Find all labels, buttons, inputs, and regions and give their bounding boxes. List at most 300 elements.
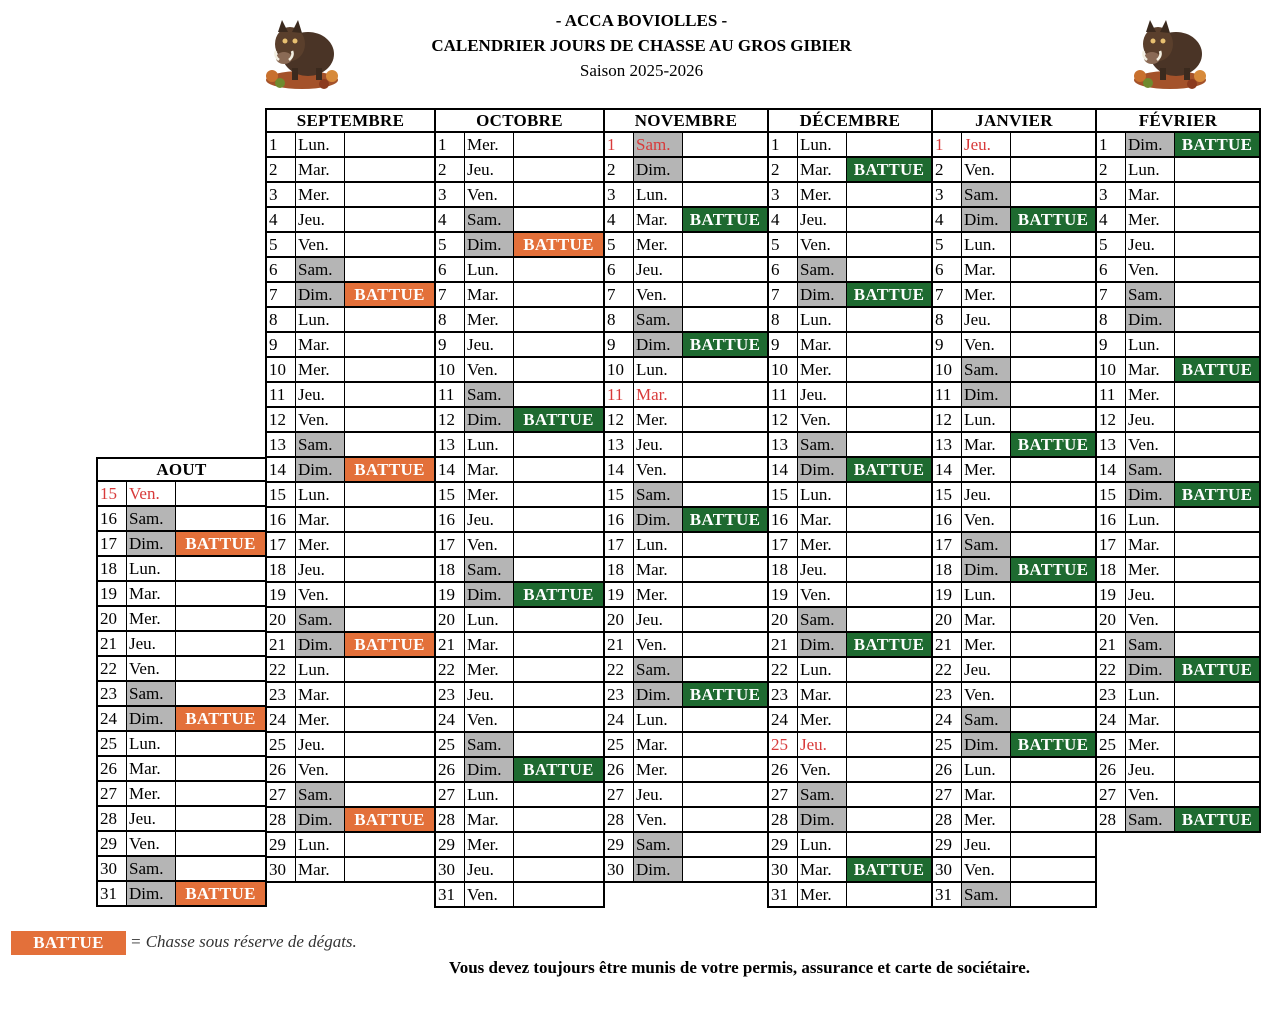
day-row	[603, 808, 769, 833]
day-row	[434, 133, 605, 158]
weekday-label: Ven.	[1126, 608, 1175, 631]
weekday-label: Mer.	[962, 808, 1011, 831]
day-row	[931, 583, 1097, 608]
day-number: 15	[769, 483, 798, 506]
weekday-label: Sam.	[465, 558, 514, 581]
day-row	[603, 233, 769, 258]
empty-cell	[683, 383, 767, 406]
day-row	[603, 358, 769, 383]
weekday-label: Sam.	[296, 608, 345, 631]
empty-cell	[514, 308, 603, 331]
day-number: 19	[933, 583, 962, 606]
weekday-label: Mer.	[127, 782, 176, 805]
empty-cell	[514, 283, 603, 306]
empty-cell	[683, 858, 767, 881]
empty-cell	[345, 583, 434, 606]
weekday-label: Ven.	[465, 883, 514, 906]
day-number: 23	[605, 683, 634, 706]
day-row	[1095, 208, 1261, 233]
empty-cell	[1175, 183, 1259, 206]
weekday-label: Sam.	[127, 857, 176, 880]
weekday-label: Mar.	[634, 558, 683, 581]
weekday-label: Jeu.	[465, 508, 514, 531]
day-number: 23	[436, 683, 465, 706]
day-row	[265, 533, 436, 558]
empty-cell	[1175, 283, 1259, 306]
day-row	[603, 833, 769, 858]
empty-cell	[514, 458, 603, 481]
day-number: 14	[1097, 458, 1126, 481]
day-number: 15	[933, 483, 962, 506]
weekday-label: Mar.	[798, 858, 847, 881]
empty-cell	[176, 832, 265, 855]
day-number: 17	[436, 533, 465, 556]
weekday-label: Mar.	[798, 333, 847, 356]
day-row	[265, 358, 436, 383]
day-number: 16	[436, 508, 465, 531]
weekday-label: Mer.	[962, 633, 1011, 656]
weekday-label: Mar.	[465, 633, 514, 656]
empty-cell	[345, 183, 434, 206]
page-title: CALENDRIER JOURS DE CHASSE AU GROS GIBIER	[431, 36, 852, 55]
day-number: 10	[436, 358, 465, 381]
day-number: 7	[436, 283, 465, 306]
weekday-label: Lun.	[296, 308, 345, 331]
day-row	[265, 308, 436, 333]
day-row	[931, 758, 1097, 783]
day-row	[603, 758, 769, 783]
day-number: 27	[436, 783, 465, 806]
empty-cell	[1011, 233, 1095, 256]
weekday-label: Jeu.	[1126, 408, 1175, 431]
weekday-label: Jeu.	[798, 733, 847, 756]
day-number: 13	[436, 433, 465, 456]
empty-cell	[345, 533, 434, 556]
weekday-label: Mer.	[465, 308, 514, 331]
weekday-label: Mar.	[296, 683, 345, 706]
day-number: 30	[267, 858, 296, 881]
day-row	[931, 833, 1097, 858]
day-number: 29	[436, 833, 465, 856]
day-row	[931, 883, 1097, 908]
empty-cell	[1011, 758, 1095, 781]
day-row	[265, 633, 436, 658]
weekday-label: Jeu.	[127, 632, 176, 655]
day-number: 28	[98, 807, 127, 830]
day-row	[603, 333, 769, 358]
empty-cell	[1011, 883, 1095, 906]
day-row	[265, 758, 436, 783]
day-number: 20	[605, 608, 634, 631]
day-row	[931, 808, 1097, 833]
empty-cell	[176, 782, 265, 805]
day-number: 23	[267, 683, 296, 706]
day-row	[434, 158, 605, 183]
day-number: 4	[267, 208, 296, 231]
day-row	[767, 858, 933, 883]
battue-badge: BATTUE	[176, 532, 265, 555]
empty-cell	[176, 857, 265, 880]
weekday-label: Lun.	[798, 308, 847, 331]
empty-cell	[683, 658, 767, 681]
weekday-label: Mar.	[962, 608, 1011, 631]
day-row	[434, 383, 605, 408]
weekday-label: Dim.	[634, 508, 683, 531]
weekday-label: Mer.	[465, 483, 514, 506]
day-row	[931, 308, 1097, 333]
day-number: 5	[605, 233, 634, 256]
day-number: 21	[1097, 633, 1126, 656]
day-number: 23	[98, 682, 127, 705]
day-number: 20	[933, 608, 962, 631]
day-row	[434, 183, 605, 208]
day-row	[96, 807, 267, 832]
day-number: 10	[769, 358, 798, 381]
day-number: 2	[769, 158, 798, 181]
weekday-label: Ven.	[127, 482, 176, 505]
empty-cell	[514, 783, 603, 806]
day-number: 17	[1097, 533, 1126, 556]
day-row	[931, 508, 1097, 533]
day-number: 8	[267, 308, 296, 331]
day-number: 12	[267, 408, 296, 431]
empty-cell	[345, 758, 434, 781]
day-row	[265, 608, 436, 633]
weekday-label: Dim.	[127, 532, 176, 555]
empty-cell	[847, 308, 931, 331]
empty-cell	[683, 408, 767, 431]
day-number: 18	[769, 558, 798, 581]
day-number: 1	[267, 133, 296, 156]
weekday-label: Lun.	[296, 483, 345, 506]
weekday-label: Dim.	[465, 233, 514, 256]
day-number: 1	[1097, 133, 1126, 156]
day-row	[96, 632, 267, 657]
empty-cell	[683, 833, 767, 856]
weekday-label: Mar.	[634, 383, 683, 406]
day-number: 11	[769, 383, 798, 406]
day-row	[96, 857, 267, 882]
day-row	[1095, 358, 1261, 383]
empty-cell	[345, 308, 434, 331]
empty-cell	[345, 483, 434, 506]
empty-cell	[1175, 758, 1259, 781]
empty-cell	[176, 482, 265, 505]
weekday-label: Dim.	[296, 808, 345, 831]
empty-cell	[514, 808, 603, 831]
day-row	[931, 183, 1097, 208]
day-row	[1095, 733, 1261, 758]
day-number: 28	[933, 808, 962, 831]
day-number: 24	[267, 708, 296, 731]
empty-cell	[847, 483, 931, 506]
day-row	[434, 433, 605, 458]
day-row	[1095, 483, 1261, 508]
day-row	[265, 158, 436, 183]
day-row	[931, 233, 1097, 258]
weekday-label: Jeu.	[634, 783, 683, 806]
day-number: 1	[769, 133, 798, 156]
day-number: 24	[436, 708, 465, 731]
day-row	[603, 183, 769, 208]
empty-cell	[1175, 233, 1259, 256]
day-row	[767, 358, 933, 383]
weekday-label: Sam.	[634, 833, 683, 856]
day-row	[931, 158, 1097, 183]
weekday-label: Ven.	[127, 832, 176, 855]
empty-cell	[683, 358, 767, 381]
empty-cell	[1011, 358, 1095, 381]
weekday-label: Sam.	[634, 483, 683, 506]
weekday-label: Mar.	[962, 433, 1011, 456]
day-row	[434, 233, 605, 258]
day-row	[434, 283, 605, 308]
day-number: 31	[436, 883, 465, 906]
day-number: 9	[769, 333, 798, 356]
weekday-label: Lun.	[634, 708, 683, 731]
day-row	[96, 832, 267, 857]
day-row	[767, 183, 933, 208]
day-row	[767, 258, 933, 283]
weekday-label: Sam.	[1126, 283, 1175, 306]
empty-cell	[1011, 708, 1095, 731]
day-row	[434, 533, 605, 558]
day-row	[603, 783, 769, 808]
day-row	[265, 483, 436, 508]
day-row	[1095, 158, 1261, 183]
day-row	[931, 283, 1097, 308]
weekday-label: Ven.	[296, 758, 345, 781]
empty-cell	[345, 658, 434, 681]
weekday-label: Sam.	[798, 783, 847, 806]
day-row	[265, 258, 436, 283]
empty-cell	[345, 133, 434, 156]
month-fevrier	[1095, 108, 1261, 833]
empty-cell	[847, 783, 931, 806]
day-row	[434, 558, 605, 583]
day-number: 25	[98, 732, 127, 755]
empty-cell	[514, 508, 603, 531]
weekday-label: Ven.	[296, 233, 345, 256]
weekday-label: Sam.	[962, 358, 1011, 381]
day-row	[603, 533, 769, 558]
day-number: 16	[769, 508, 798, 531]
day-row	[931, 783, 1097, 808]
day-number: 30	[769, 858, 798, 881]
weekday-label: Mar.	[465, 458, 514, 481]
month-octobre	[434, 108, 605, 908]
day-row	[1095, 333, 1261, 358]
empty-cell	[514, 483, 603, 506]
empty-cell	[176, 807, 265, 830]
empty-cell	[1011, 158, 1095, 181]
weekday-label: Jeu.	[127, 807, 176, 830]
day-row	[1095, 458, 1261, 483]
weekday-label: Dim.	[1126, 658, 1175, 681]
empty-cell	[683, 283, 767, 306]
weekday-label: Mar.	[798, 683, 847, 706]
day-row	[434, 733, 605, 758]
day-number: 27	[605, 783, 634, 806]
empty-cell	[847, 558, 931, 581]
day-row	[603, 633, 769, 658]
weekday-label: Dim.	[1126, 483, 1175, 506]
empty-cell	[514, 358, 603, 381]
weekday-label: Jeu.	[465, 683, 514, 706]
weekday-label: Mer.	[1126, 383, 1175, 406]
weekday-label: Sam.	[1126, 808, 1175, 831]
weekday-label: Dim.	[1126, 308, 1175, 331]
weekday-label: Ven.	[465, 708, 514, 731]
day-number: 27	[933, 783, 962, 806]
empty-cell	[345, 433, 434, 456]
day-row	[931, 433, 1097, 458]
empty-cell	[345, 358, 434, 381]
day-row	[434, 858, 605, 883]
weekday-label: Lun.	[127, 732, 176, 755]
day-number: 28	[267, 808, 296, 831]
weekday-label: Mar.	[127, 582, 176, 605]
day-number: 24	[1097, 708, 1126, 731]
day-row	[603, 508, 769, 533]
day-row	[603, 658, 769, 683]
day-number: 2	[436, 158, 465, 181]
battue-badge: BATTUE	[847, 158, 931, 181]
weekday-label: Ven.	[296, 583, 345, 606]
day-number: 20	[1097, 608, 1126, 631]
day-number: 29	[933, 833, 962, 856]
day-number: 7	[267, 283, 296, 306]
month-title: OCTOBRE	[434, 108, 605, 133]
weekday-label: Dim.	[962, 558, 1011, 581]
day-row	[767, 583, 933, 608]
day-number: 30	[933, 858, 962, 881]
weekday-label: Mer.	[1126, 208, 1175, 231]
weekday-label: Lun.	[962, 233, 1011, 256]
weekday-label: Mar.	[127, 757, 176, 780]
weekday-label: Lun.	[798, 133, 847, 156]
weekday-label: Sam.	[962, 533, 1011, 556]
day-row	[434, 583, 605, 608]
weekday-label: Mar.	[465, 808, 514, 831]
day-row	[265, 833, 436, 858]
day-row	[265, 433, 436, 458]
weekday-label: Jeu.	[465, 158, 514, 181]
weekday-label: Mer.	[798, 533, 847, 556]
empty-cell	[514, 383, 603, 406]
day-row	[265, 133, 436, 158]
empty-cell	[683, 758, 767, 781]
empty-cell	[1011, 683, 1095, 706]
weekday-label: Lun.	[1126, 508, 1175, 531]
weekday-label: Mer.	[127, 607, 176, 630]
empty-cell	[1175, 683, 1259, 706]
day-row	[767, 783, 933, 808]
weekday-label: Ven.	[634, 283, 683, 306]
weekday-label: Lun.	[798, 483, 847, 506]
empty-cell	[514, 258, 603, 281]
empty-cell	[345, 708, 434, 731]
day-row	[434, 308, 605, 333]
weekday-label: Sam.	[465, 208, 514, 231]
weekday-label: Ven.	[962, 683, 1011, 706]
weekday-label: Dim.	[296, 633, 345, 656]
day-number: 8	[605, 308, 634, 331]
battue-badge: BATTUE	[683, 208, 767, 231]
weekday-label: Dim.	[465, 583, 514, 606]
weekday-label: Ven.	[634, 458, 683, 481]
weekday-label: Lun.	[962, 758, 1011, 781]
weekday-label: Lun.	[296, 833, 345, 856]
day-row	[434, 708, 605, 733]
day-number: 19	[267, 583, 296, 606]
day-row	[96, 557, 267, 582]
weekday-label: Jeu.	[634, 433, 683, 456]
day-number: 4	[605, 208, 634, 231]
day-row	[1095, 533, 1261, 558]
day-row	[265, 708, 436, 733]
weekday-label: Dim.	[465, 758, 514, 781]
day-number: 12	[436, 408, 465, 431]
day-row	[434, 408, 605, 433]
day-row	[96, 782, 267, 807]
weekday-label: Mer.	[634, 408, 683, 431]
empty-cell	[847, 658, 931, 681]
day-number: 22	[769, 658, 798, 681]
battue-badge: BATTUE	[514, 233, 603, 256]
day-number: 17	[605, 533, 634, 556]
day-row	[96, 507, 267, 532]
weekday-label: Sam.	[634, 133, 683, 156]
day-number: 26	[267, 758, 296, 781]
day-number: 25	[933, 733, 962, 756]
empty-cell	[345, 608, 434, 631]
day-row	[767, 508, 933, 533]
day-number: 17	[98, 532, 127, 555]
empty-cell	[1011, 533, 1095, 556]
day-row	[434, 258, 605, 283]
empty-cell	[847, 583, 931, 606]
day-row	[603, 208, 769, 233]
day-row	[1095, 258, 1261, 283]
day-row	[1095, 508, 1261, 533]
day-number: 6	[1097, 258, 1126, 281]
empty-cell	[683, 783, 767, 806]
empty-cell	[1175, 333, 1259, 356]
empty-cell	[1175, 383, 1259, 406]
day-number: 21	[769, 633, 798, 656]
empty-cell	[683, 608, 767, 631]
empty-cell	[1011, 133, 1095, 156]
day-row	[603, 733, 769, 758]
day-row	[1095, 308, 1261, 333]
day-row	[1095, 383, 1261, 408]
empty-cell	[1011, 658, 1095, 681]
empty-cell	[683, 233, 767, 256]
day-number: 7	[769, 283, 798, 306]
day-number: 30	[98, 857, 127, 880]
empty-cell	[847, 683, 931, 706]
empty-cell	[1011, 633, 1095, 656]
day-number: 21	[436, 633, 465, 656]
empty-cell	[345, 683, 434, 706]
battue-badge: BATTUE	[345, 633, 434, 656]
empty-cell	[1011, 833, 1095, 856]
day-row	[603, 708, 769, 733]
day-row	[931, 683, 1097, 708]
day-number: 26	[1097, 758, 1126, 781]
weekday-label: Sam.	[296, 433, 345, 456]
